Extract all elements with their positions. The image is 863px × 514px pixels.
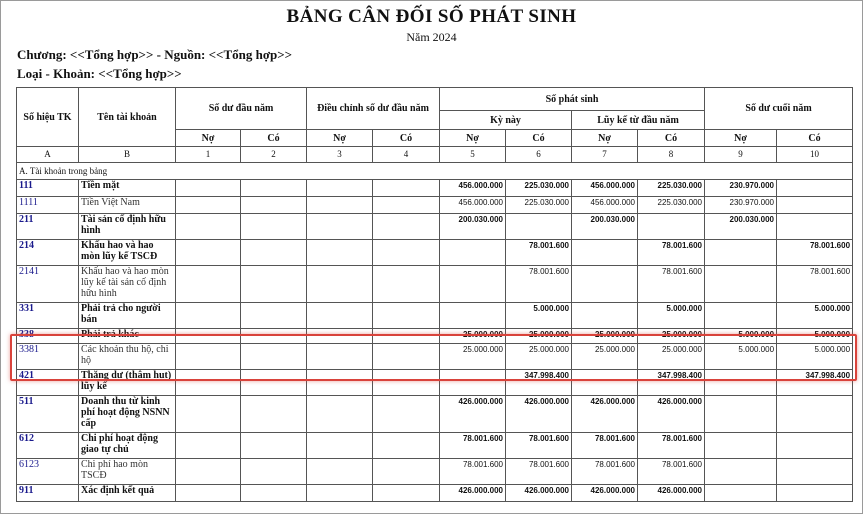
header-debit: Nợ — [440, 130, 506, 147]
amount-cell — [777, 433, 853, 459]
amount-cell: 78.001.600 — [638, 433, 705, 459]
amount-cell — [241, 180, 307, 197]
amount-cell — [373, 303, 440, 329]
amount-cell: 225.030.000 — [506, 180, 572, 197]
amount-cell: 347.998.400 — [638, 370, 705, 396]
amount-cell — [373, 214, 440, 240]
amount-cell: 78.001.600 — [440, 459, 506, 485]
amount-cell: 78.001.600 — [506, 240, 572, 266]
amount-cell — [572, 370, 638, 396]
amount-cell — [241, 240, 307, 266]
amount-cell: 456.000.000 — [440, 180, 506, 197]
amount-cell — [705, 303, 777, 329]
amount-cell: 78.001.600 — [572, 433, 638, 459]
amount-cell: 456.000.000 — [572, 180, 638, 197]
amount-cell — [705, 433, 777, 459]
column-index: 3 — [307, 147, 373, 163]
account-code: 331 — [17, 303, 79, 329]
amount-cell: 426.000.000 — [572, 485, 638, 502]
column-index: 6 — [506, 147, 572, 163]
header-debit: Nợ — [307, 130, 373, 147]
account-code: 211 — [17, 214, 79, 240]
amount-cell: 200.030.000 — [440, 214, 506, 240]
header-opening-balance: Số dư đầu năm — [176, 88, 307, 130]
amount-cell: 426.000.000 — [638, 396, 705, 433]
amount-cell — [572, 240, 638, 266]
account-name: Chi phí hao mòn TSCĐ — [79, 459, 176, 485]
amount-cell: 426.000.000 — [572, 396, 638, 433]
header-credit: Có — [638, 130, 705, 147]
amount-cell — [241, 303, 307, 329]
amount-cell — [307, 180, 373, 197]
amount-cell: 225.030.000 — [638, 180, 705, 197]
amount-cell — [705, 266, 777, 303]
amount-cell — [176, 433, 241, 459]
chapter-source-line: Chương: <<Tổng hợp>> - Nguồn: <<Tổng hợp>> — [17, 47, 293, 62]
amount-cell — [176, 459, 241, 485]
amount-cell — [176, 396, 241, 433]
header-debit: Nợ — [572, 130, 638, 147]
account-name: Khấu hao và hao mòn lũy kế tài sản cố định hữu hình — [79, 266, 176, 303]
amount-cell — [176, 303, 241, 329]
header-arising: Số phát sinh — [440, 88, 705, 111]
account-code: 911 — [17, 485, 79, 502]
amount-cell — [307, 344, 373, 370]
amount-cell — [176, 266, 241, 303]
amount-cell — [176, 329, 241, 344]
amount-cell — [241, 370, 307, 396]
amount-cell — [241, 329, 307, 344]
amount-cell: 347.998.400 — [506, 370, 572, 396]
amount-cell: 5.000.000 — [638, 303, 705, 329]
amount-cell: 25.000.000 — [572, 344, 638, 370]
amount-cell — [440, 370, 506, 396]
column-index: 5 — [440, 147, 506, 163]
amount-cell — [440, 266, 506, 303]
amount-cell — [705, 396, 777, 433]
amount-cell — [373, 344, 440, 370]
amount-cell: 78.001.600 — [506, 459, 572, 485]
amount-cell — [572, 266, 638, 303]
header-debit: Nợ — [176, 130, 241, 147]
column-index: 9 — [705, 147, 777, 163]
amount-cell — [777, 214, 853, 240]
table-row — [17, 433, 853, 459]
amount-cell: 5.000.000 — [506, 303, 572, 329]
account-name: Doanh thu từ kinh phí hoạt động NSNN cấp — [79, 396, 176, 433]
column-index: B — [79, 147, 176, 163]
amount-cell — [241, 459, 307, 485]
amount-cell — [777, 180, 853, 197]
amount-cell — [777, 197, 853, 214]
amount-cell — [777, 459, 853, 485]
table-row — [17, 197, 853, 214]
amount-cell — [307, 459, 373, 485]
header-opening-adjustment: Điều chỉnh số dư đầu năm — [307, 88, 440, 130]
amount-cell: 78.001.600 — [777, 240, 853, 266]
amount-cell: 225.030.000 — [506, 197, 572, 214]
amount-cell: 426.000.000 — [506, 396, 572, 433]
amount-cell — [440, 303, 506, 329]
amount-cell: 78.001.600 — [506, 266, 572, 303]
amount-cell — [307, 266, 373, 303]
amount-cell: 25.000.000 — [572, 329, 638, 344]
amount-cell — [307, 197, 373, 214]
header-year-to-date: Lũy kế từ đầu năm — [572, 111, 705, 130]
table-row — [17, 214, 853, 240]
account-name: Khấu hao và hao mòn lũy kế TSCĐ — [79, 240, 176, 266]
table-row — [17, 329, 853, 344]
category-line: Loại - Khoản: <<Tổng hợp>> — [17, 66, 182, 81]
amount-cell — [241, 266, 307, 303]
account-code: 612 — [17, 433, 79, 459]
amount-cell — [241, 433, 307, 459]
account-name: Các khoản thu hộ, chi hộ — [79, 344, 176, 370]
amount-cell: 78.001.600 — [572, 459, 638, 485]
amount-cell: 25.000.000 — [638, 344, 705, 370]
header-credit: Có — [777, 130, 853, 147]
header-debit: Nợ — [705, 130, 777, 147]
amount-cell — [307, 396, 373, 433]
amount-cell — [241, 485, 307, 502]
amount-cell: 426.000.000 — [638, 485, 705, 502]
amount-cell: 25.000.000 — [440, 329, 506, 344]
amount-cell — [373, 329, 440, 344]
amount-cell: 456.000.000 — [572, 197, 638, 214]
amount-cell — [307, 485, 373, 502]
amount-cell — [777, 396, 853, 433]
amount-cell — [307, 214, 373, 240]
account-code: 2141 — [17, 266, 79, 303]
account-code: 1111 — [17, 197, 79, 214]
account-name: Tiền Việt Nam — [79, 197, 176, 214]
header-credit: Có — [241, 130, 307, 147]
amount-cell — [705, 459, 777, 485]
amount-cell — [373, 370, 440, 396]
table-row — [17, 344, 853, 370]
account-name: Chi phí hoạt động giao tự chủ — [79, 433, 176, 459]
table-row — [17, 240, 853, 266]
amount-cell: 78.001.600 — [638, 240, 705, 266]
account-code: 511 — [17, 396, 79, 433]
amount-cell — [241, 214, 307, 240]
amount-cell: 25.000.000 — [506, 344, 572, 370]
amount-cell — [705, 240, 777, 266]
column-index: 7 — [572, 147, 638, 163]
amount-cell — [373, 266, 440, 303]
amount-cell: 230.970.000 — [705, 180, 777, 197]
column-index: 1 — [176, 147, 241, 163]
amount-cell: 5.000.000 — [777, 303, 853, 329]
amount-cell: 200.030.000 — [572, 214, 638, 240]
amount-cell — [705, 370, 777, 396]
amount-cell — [307, 329, 373, 344]
account-code: 214 — [17, 240, 79, 266]
amount-cell — [373, 485, 440, 502]
amount-cell — [176, 214, 241, 240]
amount-cell — [373, 180, 440, 197]
amount-cell — [373, 396, 440, 433]
account-code: 3381 — [17, 344, 79, 370]
table-row — [17, 370, 853, 396]
amount-cell: 347.998.400 — [777, 370, 853, 396]
account-name: Tài sản cố định hữu hình — [79, 214, 176, 240]
table-row — [17, 459, 853, 485]
amount-cell — [307, 303, 373, 329]
account-code: 421 — [17, 370, 79, 396]
amount-cell — [241, 396, 307, 433]
amount-cell: 5.000.000 — [777, 344, 853, 370]
amount-cell: 78.001.600 — [777, 266, 853, 303]
amount-cell — [176, 485, 241, 502]
amount-cell: 25.000.000 — [440, 344, 506, 370]
amount-cell: 426.000.000 — [440, 485, 506, 502]
header-account-code: Số hiệu TK — [17, 88, 79, 147]
amount-cell: 230.970.000 — [705, 197, 777, 214]
column-index: A — [17, 147, 79, 163]
table-row — [17, 266, 853, 303]
report-year: Năm 2024 — [406, 30, 457, 44]
amount-cell: 426.000.000 — [440, 396, 506, 433]
column-index: 10 — [777, 147, 853, 163]
header-credit: Có — [506, 130, 572, 147]
amount-cell: 5.000.000 — [705, 329, 777, 344]
amount-cell — [373, 459, 440, 485]
amount-cell: 5.000.000 — [705, 344, 777, 370]
account-name: Xác định kết quả — [79, 485, 176, 502]
section-label: A. Tài khoản trong bảng — [17, 163, 853, 180]
report-title: BẢNG CÂN ĐỐI SỐ PHÁT SINH — [286, 6, 577, 27]
table-row — [17, 180, 853, 197]
amount-cell — [373, 197, 440, 214]
account-name: Phải trả cho người bán — [79, 303, 176, 329]
amount-cell — [176, 344, 241, 370]
amount-cell — [176, 240, 241, 266]
header-credit: Có — [373, 130, 440, 147]
amount-cell — [373, 433, 440, 459]
amount-cell — [506, 214, 572, 240]
amount-cell — [705, 485, 777, 502]
amount-cell — [176, 370, 241, 396]
amount-cell — [307, 433, 373, 459]
amount-cell — [307, 240, 373, 266]
amount-cell: 225.030.000 — [638, 197, 705, 214]
amount-cell — [572, 303, 638, 329]
amount-cell: 5.000.000 — [777, 329, 853, 344]
amount-cell: 200.030.000 — [705, 214, 777, 240]
table-row — [17, 303, 853, 329]
amount-cell — [241, 197, 307, 214]
amount-cell: 426.000.000 — [506, 485, 572, 502]
table-body — [17, 163, 853, 502]
column-index: 4 — [373, 147, 440, 163]
account-name: Phải trả khác — [79, 329, 176, 344]
header-this-period: Kỳ này — [440, 111, 572, 130]
amount-cell: 25.000.000 — [506, 329, 572, 344]
account-code: 111 — [17, 180, 79, 197]
column-index: 8 — [638, 147, 705, 163]
table-row — [17, 396, 853, 433]
amount-cell — [176, 197, 241, 214]
amount-cell — [176, 180, 241, 197]
table-header — [17, 88, 853, 163]
amount-cell: 78.001.600 — [506, 433, 572, 459]
header-closing-balance: Số dư cuối năm — [705, 88, 853, 130]
header-account-name: Tên tài khoản — [79, 88, 176, 147]
column-index: 2 — [241, 147, 307, 163]
amount-cell: 25.000.000 — [638, 329, 705, 344]
amount-cell — [307, 370, 373, 396]
account-name: Thặng dư (thâm hụt) lũy kế — [79, 370, 176, 396]
amount-cell — [777, 485, 853, 502]
amount-cell: 78.001.600 — [440, 433, 506, 459]
amount-cell — [440, 240, 506, 266]
amount-cell — [241, 344, 307, 370]
account-code: 338 — [17, 329, 79, 344]
trial-balance-table — [16, 87, 853, 502]
amount-cell: 78.001.600 — [638, 459, 705, 485]
table-row — [17, 485, 853, 502]
amount-cell — [373, 240, 440, 266]
account-name: Tiền mặt — [79, 180, 176, 197]
amount-cell: 456.000.000 — [440, 197, 506, 214]
amount-cell — [638, 214, 705, 240]
account-code: 6123 — [17, 459, 79, 485]
amount-cell: 78.001.600 — [638, 266, 705, 303]
